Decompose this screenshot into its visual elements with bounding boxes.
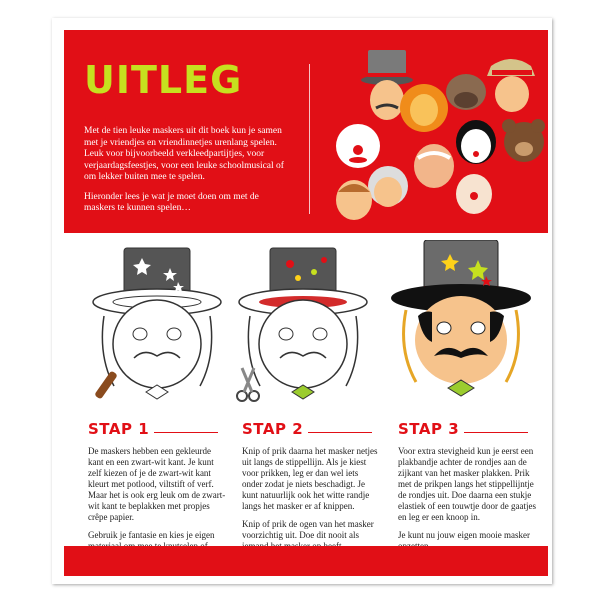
- step-2-text: [242, 446, 380, 559]
- step-2-rule: [308, 432, 372, 433]
- footer-bar: [64, 546, 548, 576]
- ringmaster-mask-coloured: [386, 240, 536, 400]
- step-2-paragraph-1: Knip of prik daarna het masker netjes uit langs de stippellijn. Als je kiest voor prikken, leg er dan wel iets onder zodat je niets beschadigt. Je kunt natuurlijk ook het witte randje langs het masker er af knippen.: [242, 446, 378, 511]
- step-3-heading: STAP 3: [398, 420, 460, 438]
- step-1-heading: STAP 1: [88, 420, 150, 438]
- step-3-paragraph-2: Je kunt nu jouw eigen mooie masker: [398, 530, 530, 540]
- header-divider: [309, 64, 310, 214]
- step-1-rule: [154, 432, 218, 433]
- scissors-icon: [237, 368, 259, 401]
- intro-paragraph-1: Met de tien leuke maskers uit dit boek kun je samen met je vriendjes en vriendinnetjes urenlang spelen. Leuk voor bijvoorbeeld verkleedpartijtjes, voor verjaardagsfeestjes, voor een leuke schoolmusical of om lekker buiten mee te spelen.: [84, 126, 284, 182]
- step-2-heading: STAP 2: [242, 420, 304, 438]
- ringmaster-mask-outline: [82, 246, 232, 406]
- step-3-rule: [464, 432, 528, 433]
- page-title: UITLEG: [84, 58, 243, 102]
- book-page: [52, 18, 552, 584]
- mask-collage-illustration: [326, 46, 548, 226]
- step-3-paragraph-1: Voor extra stevigheid kun je eerst een plakbandje achter de rondjes aan de zijkant van het masker plakken. Prik met de prikpen langs het stippellijntje de rondjes uit. Doe daarna een stukje elastiek of een touwtje door de gaatjes en leg er een knoop in.: [398, 446, 536, 522]
- intro-paragraph-2: Hieronder lees je wat je moet doen om met de maskers te kunnen spelen…: [84, 191, 259, 213]
- header-banner: [64, 30, 548, 233]
- ringmaster-mask-partly-coloured: [228, 246, 378, 406]
- step-1-paragraph-2: Gebruik je fantasie en kies je eigen: [88, 530, 215, 540]
- step-1-paragraph-1: De maskers hebben een gekleurde kant en een zwart-wit kant. Je kunt zelf kiezen of je de zwart-wit kant kleurt met potlood, viltstift of verf. Maar het is ook erg leuk om de zwart-wit kant te beplakken met propjes crêpe papier.: [88, 446, 226, 522]
- step-2-paragraph-2: Knip of prik de ogen van het masker voorzichtig uit. Doe dit nooit als: [242, 519, 374, 540]
- step-3-text: [398, 446, 536, 559]
- intro-text: [84, 126, 284, 223]
